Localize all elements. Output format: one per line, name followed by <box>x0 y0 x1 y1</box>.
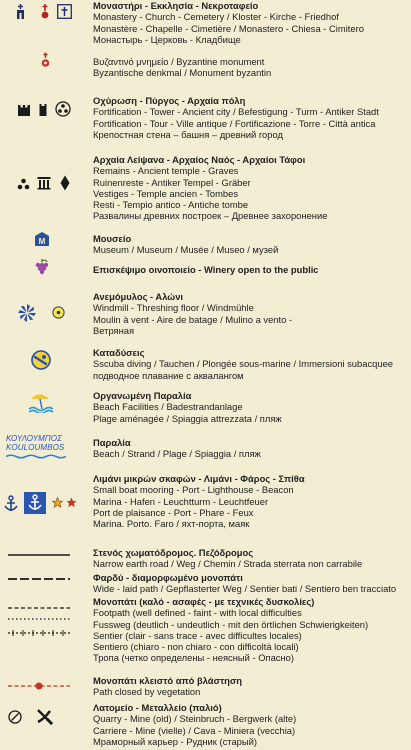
legend-title: Οχύρωση - Πύργος - Αρχαία πόλη <box>93 95 246 106</box>
mine-icon <box>36 708 54 726</box>
legend-line: Museum / Museum / Musée / Museo / музей <box>93 244 279 256</box>
legend-text <box>93 264 408 275</box>
legend-line: Тропа (четко определены - неясный - Опасно) <box>93 652 294 664</box>
legend-title: Ανεμόμυλος - Αλώνι <box>93 291 184 302</box>
legend-text <box>93 56 408 79</box>
legend-line: Moulin à vent - Aire de batage / Mulino a vento - <box>93 313 293 325</box>
legend-line: Ветряная <box>93 324 135 336</box>
legend-line: Monastery - Church - Cemetery / Kloster - Kirche - Friedhof <box>93 11 339 23</box>
museum-icon <box>34 231 50 247</box>
legend-title: Μοναστήρι - Εκκλησία - Νεκροταφείο <box>93 0 259 11</box>
beacon-icon <box>66 497 77 508</box>
legend-entry-closed-path <box>0 671 411 699</box>
quarry-icon <box>8 710 22 724</box>
port-icon <box>24 492 46 514</box>
legend-entry-monastery <box>0 0 411 52</box>
tower-icon <box>38 102 48 116</box>
legend-line: Byzantische denkmal / Monument byzantin <box>93 67 272 79</box>
legend-text <box>93 596 408 664</box>
legend-title: Λιμάνι μικρών σκαφών - Λιμάνι - Φάρος - Σπίθα <box>93 473 305 484</box>
legend-text <box>93 473 408 529</box>
legend-title: Οργανωμένη Παραλία <box>93 390 192 401</box>
legend-entry-diving <box>0 345 411 385</box>
legend-text <box>93 702 408 747</box>
wide-path-line <box>8 577 70 581</box>
legend-entry-footpath <box>0 596 411 668</box>
beach-label-sample <box>6 434 64 452</box>
beach-sample-latin: KOULOUMBOS <box>6 443 65 452</box>
legend-text <box>93 547 408 570</box>
legend-line: Beach Facilities / Badestrandanlage <box>93 401 243 413</box>
legend-text <box>93 291 408 336</box>
legend-line: Sscuba diving / Tauchen / Plongée sous-marine / Immersioni subacquee <box>93 358 393 370</box>
legend-title: Μονοπάτι (καλό - ασαφές - με τεχνικές δυσκολίες) <box>93 596 315 607</box>
legend-text <box>93 347 408 381</box>
legend-line: Монастырь - Церковь - Кладбище <box>93 33 241 45</box>
monastery-icon <box>14 4 27 20</box>
legend-text <box>93 95 408 140</box>
legend-line: Port de plaisance - Port - Phare - Feux <box>93 506 254 518</box>
diving-icon <box>31 350 51 370</box>
legend-entry-earth-road <box>0 545 411 571</box>
mooring-icon <box>2 495 20 513</box>
remains-icon <box>17 178 30 190</box>
legend-line: подводное плавание с аквалангом <box>93 369 244 381</box>
legend-text <box>93 154 408 222</box>
legend-line: Monastère - Chapelle - Cimetière / Monastero - Chiesa - Cimitero <box>93 22 364 34</box>
legend-line: Resti - Tempio antico - Antiche tombe <box>93 199 249 211</box>
legend-entry-fortification <box>0 93 411 149</box>
beach-umbrella-icon <box>28 389 54 413</box>
legend-line: Footpath (well defined - faint - with local difficulties <box>93 607 302 619</box>
legend-line: Small boat mooring - Port - Lighthouse - Beacon <box>93 484 294 496</box>
windmill-icon <box>17 303 37 323</box>
threshing-floor-icon <box>52 306 65 319</box>
grapes-icon <box>34 259 50 277</box>
legend-line: Sentiero (chiaro - non chiaro - con difficoltà locali) <box>93 641 299 653</box>
footpath-faint-line <box>8 617 70 621</box>
legend-text <box>93 390 408 424</box>
legend-line: Vestiges - Temple ancien - Tombes <box>93 187 239 199</box>
legend-line: Fortification - Tour - Ville antique / Fortificazione - Torre - Città antica <box>93 117 376 129</box>
legend-line: Fussweg (deutlich - undeutlich - mit den örtlichen Schwierigkeiten) <box>93 618 369 630</box>
closed-path-line <box>8 682 70 690</box>
legend-text <box>93 0 408 45</box>
legend-entry-winery <box>0 258 411 286</box>
legend-entry-museum <box>0 231 411 257</box>
legend-line: Plage aménagée / Spiaggia attrezzata / пляж <box>93 412 282 424</box>
cemetery-icon <box>57 4 72 19</box>
legend-text <box>93 233 408 256</box>
legend-entry-beach <box>0 434 411 468</box>
legend-title: Αρχαία Λείψανα - Αρχαίος Ναός - Αρχαίοι Τάφοι <box>93 154 306 165</box>
legend-line: Narrow earth road / Weg / Chemin / Strada sterrata non carrabile <box>93 558 363 570</box>
legend-line: Ruinenreste - Antiker Tempel - Gräber <box>93 176 251 188</box>
legend-text <box>93 572 408 595</box>
legend-title: Φαρδύ - διαμορφωμένο μονοπάτι <box>93 572 243 583</box>
legend-entry-wide-path <box>0 572 411 596</box>
legend-line: Quarry - Mine (old) / Steinbruch - Bergwerk (alte) <box>93 713 297 725</box>
legend-entry-byzantine <box>0 52 411 88</box>
legend-title: Λατομείο - Μεταλλείο (παλιό) <box>93 702 222 713</box>
legend-line: Beach / Strand / Plage / Spiaggia / пляж <box>93 448 261 460</box>
ancient-city-icon <box>55 101 71 117</box>
legend-text <box>93 675 408 698</box>
legend-line: Marina. Porto. Faro / яхт-порта, маяк <box>93 518 250 530</box>
legend-entry-windmill <box>0 291 411 339</box>
footpath-line <box>8 606 70 610</box>
legend-entry-quarry <box>0 702 411 750</box>
legend-title: Παραλία <box>93 437 131 448</box>
legend-line: Windmill - Threshing floor / Windmühle <box>93 302 254 314</box>
svg-text:M: M <box>38 237 46 246</box>
tomb-icon <box>60 175 70 191</box>
legend-entry-harbour <box>0 473 411 539</box>
beach-sample-greek: ΚΟΥΛΟΥΜΠΟΣ <box>6 434 63 443</box>
legend-title: Στενός χωματόδρομος. Πεζόδρομος <box>93 547 254 558</box>
legend-title: Μουσείο <box>93 233 132 244</box>
legend-line: Remains - Ancient temple - Graves <box>93 165 239 177</box>
legend-line: Мраморный карьер - Рудник (старый) <box>93 735 257 747</box>
legend-line: Fortification - Tower - Ancient city / Befestigung - Turm - Antiker Stadt <box>93 106 379 118</box>
legend-entry-remains <box>0 154 411 230</box>
legend-line: Крепостная стена – башня – древний город <box>93 128 283 140</box>
legend-line: Marina - Hafen - Leuchtturm - Leuchtfeuer <box>93 495 269 507</box>
church-icon <box>40 3 50 19</box>
legend-title: Μονοπάτι κλειστό από βλάστηση <box>93 675 243 686</box>
legend-title: Καταδύσεις <box>93 347 145 358</box>
legend-line: Carriere - Mine (vielle) / Cava - Miniera (vecchia) <box>93 724 296 736</box>
legend-line: Βυζαντινό μνημείο / Byzantine monument <box>93 56 265 67</box>
beach-waves-icon <box>6 454 66 459</box>
lighthouse-icon <box>52 497 63 508</box>
legend-line: Wide - laid path / Gepflasterter Weg / Sentier bati / Sentiero ben tracciato <box>93 583 397 595</box>
castle-icon <box>17 102 31 116</box>
footpath-difficult-line <box>8 630 70 636</box>
legend-line: Sentier (clair - sans trace - avec difficultes locales) <box>93 629 302 641</box>
legend-line: Развалины древних построек – Древнее захоронение <box>93 210 328 222</box>
earth-road-line <box>8 553 70 557</box>
byzantine-monument-icon <box>40 52 51 68</box>
legend-line: Path closed by vegetation <box>93 686 201 698</box>
legend-title: Επισκέψιμο οινοποιείο - Winery open to the public <box>93 264 319 275</box>
legend-entry-organized-beach <box>0 388 411 432</box>
legend-text <box>93 437 408 460</box>
temple-icon <box>37 176 51 190</box>
